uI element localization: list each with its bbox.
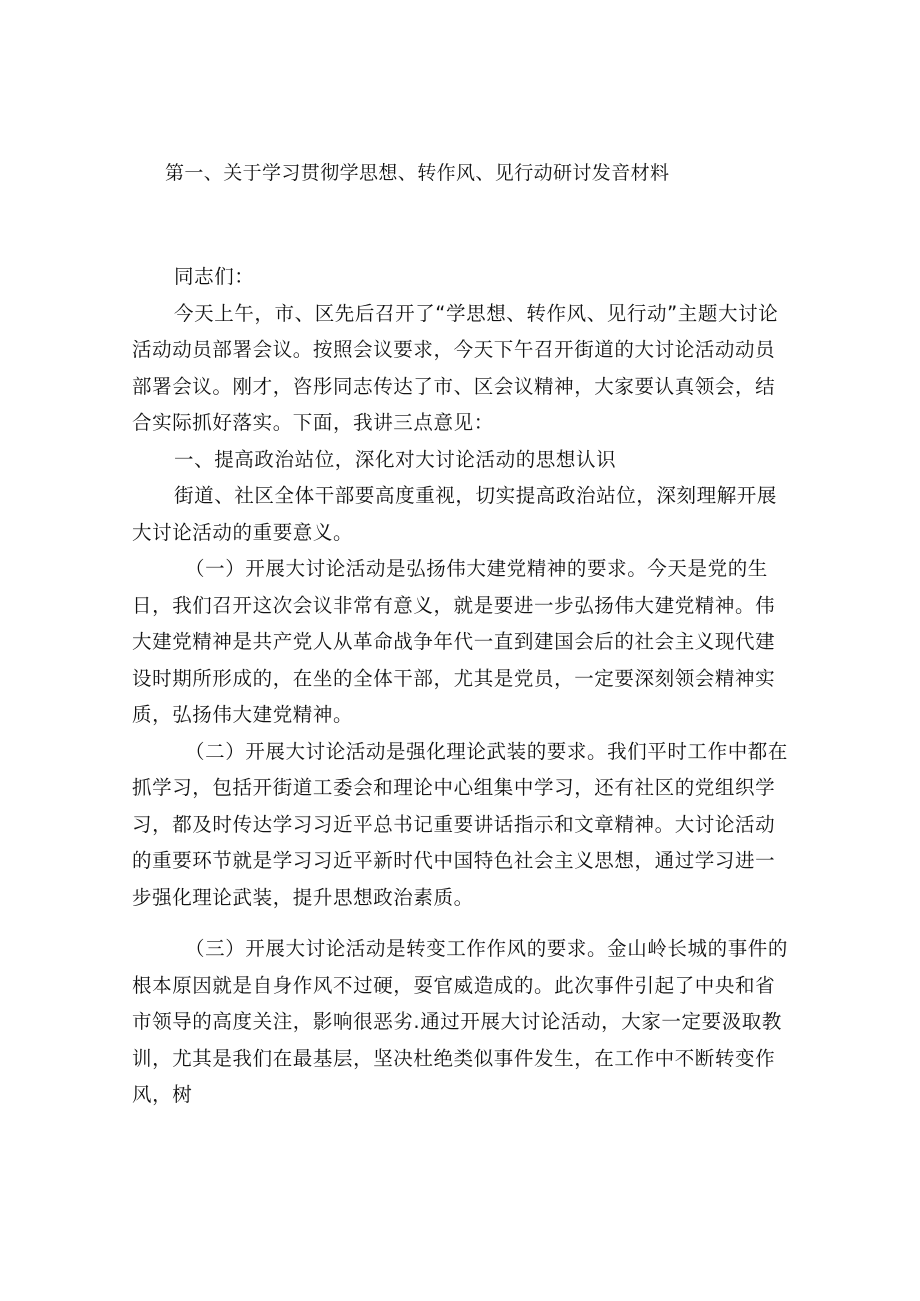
paragraph-section-1-intro: 街道、社区全体干部要高度重视，切实提高政治站位，深刻理解开展大讨论活动的重要意义。 <box>132 484 778 544</box>
paragraph-point-2: （二）开展大讨论活动是强化理论武装的要求。我们平时工作中都在抓学习，包括开街道工委会和理论中心组集中学习，还有社区的党组织学习，都及时传达学习习近平总书记重要讲话指示和文章精神。大讨论活动的重要环节就是学习习近平新时代中国特色社会主义思想，通过学习进一步强化理论武装，提升思想政治素质。 <box>132 739 789 909</box>
paragraph-point-3: （三）开展大讨论活动是转变工作作风的要求。金山岭长城的事件的根本原因就是自身作风不过硬，耍官威造成的。此次事件引起了中央和省市领导的高度关注，影响很恶劣.通过开展大讨论活动，大家一定要汲取教训，尤其是我们在最基层，坚决杜绝类似事件发生，在工作中不断转变作风，树 <box>132 937 789 1106</box>
document-title: 第一、关于学习贯彻学思想、转作风、见行动研讨发音材料 <box>165 162 670 184</box>
paragraph-intro: 今天上午，市、区先后召开了“学思想、转作风、见行动”主题大讨论活动动员部署会议。按照会议要求，今天下午召开街道的大讨论活动动员部署会议。刚才，咨彤同志传达了市、区会议精神，大家要认真领会，结合实际抓好落实。下面，我讲三点意见： <box>132 301 779 434</box>
section-heading-1: 一、提高政治站位，深化对大讨论活动的思想认识 <box>174 447 617 471</box>
paragraph-point-1: （一）开展大讨论活动是弘扬伟大建党精神的要求。今天是党的生日，我们召开这次会议非常有意义，就是要进一步弘扬伟大建党精神。伟大建党精神是共产党人从革命战争年代一直到建国会后的社会主义现代建设时期所形成的，在坐的全体干部，尤其是党员，一定要深刻领会精神实质，弘扬伟大建党精神。 <box>132 557 776 726</box>
document-body <box>132 259 792 1114</box>
salutation: 同志们： <box>174 265 255 288</box>
